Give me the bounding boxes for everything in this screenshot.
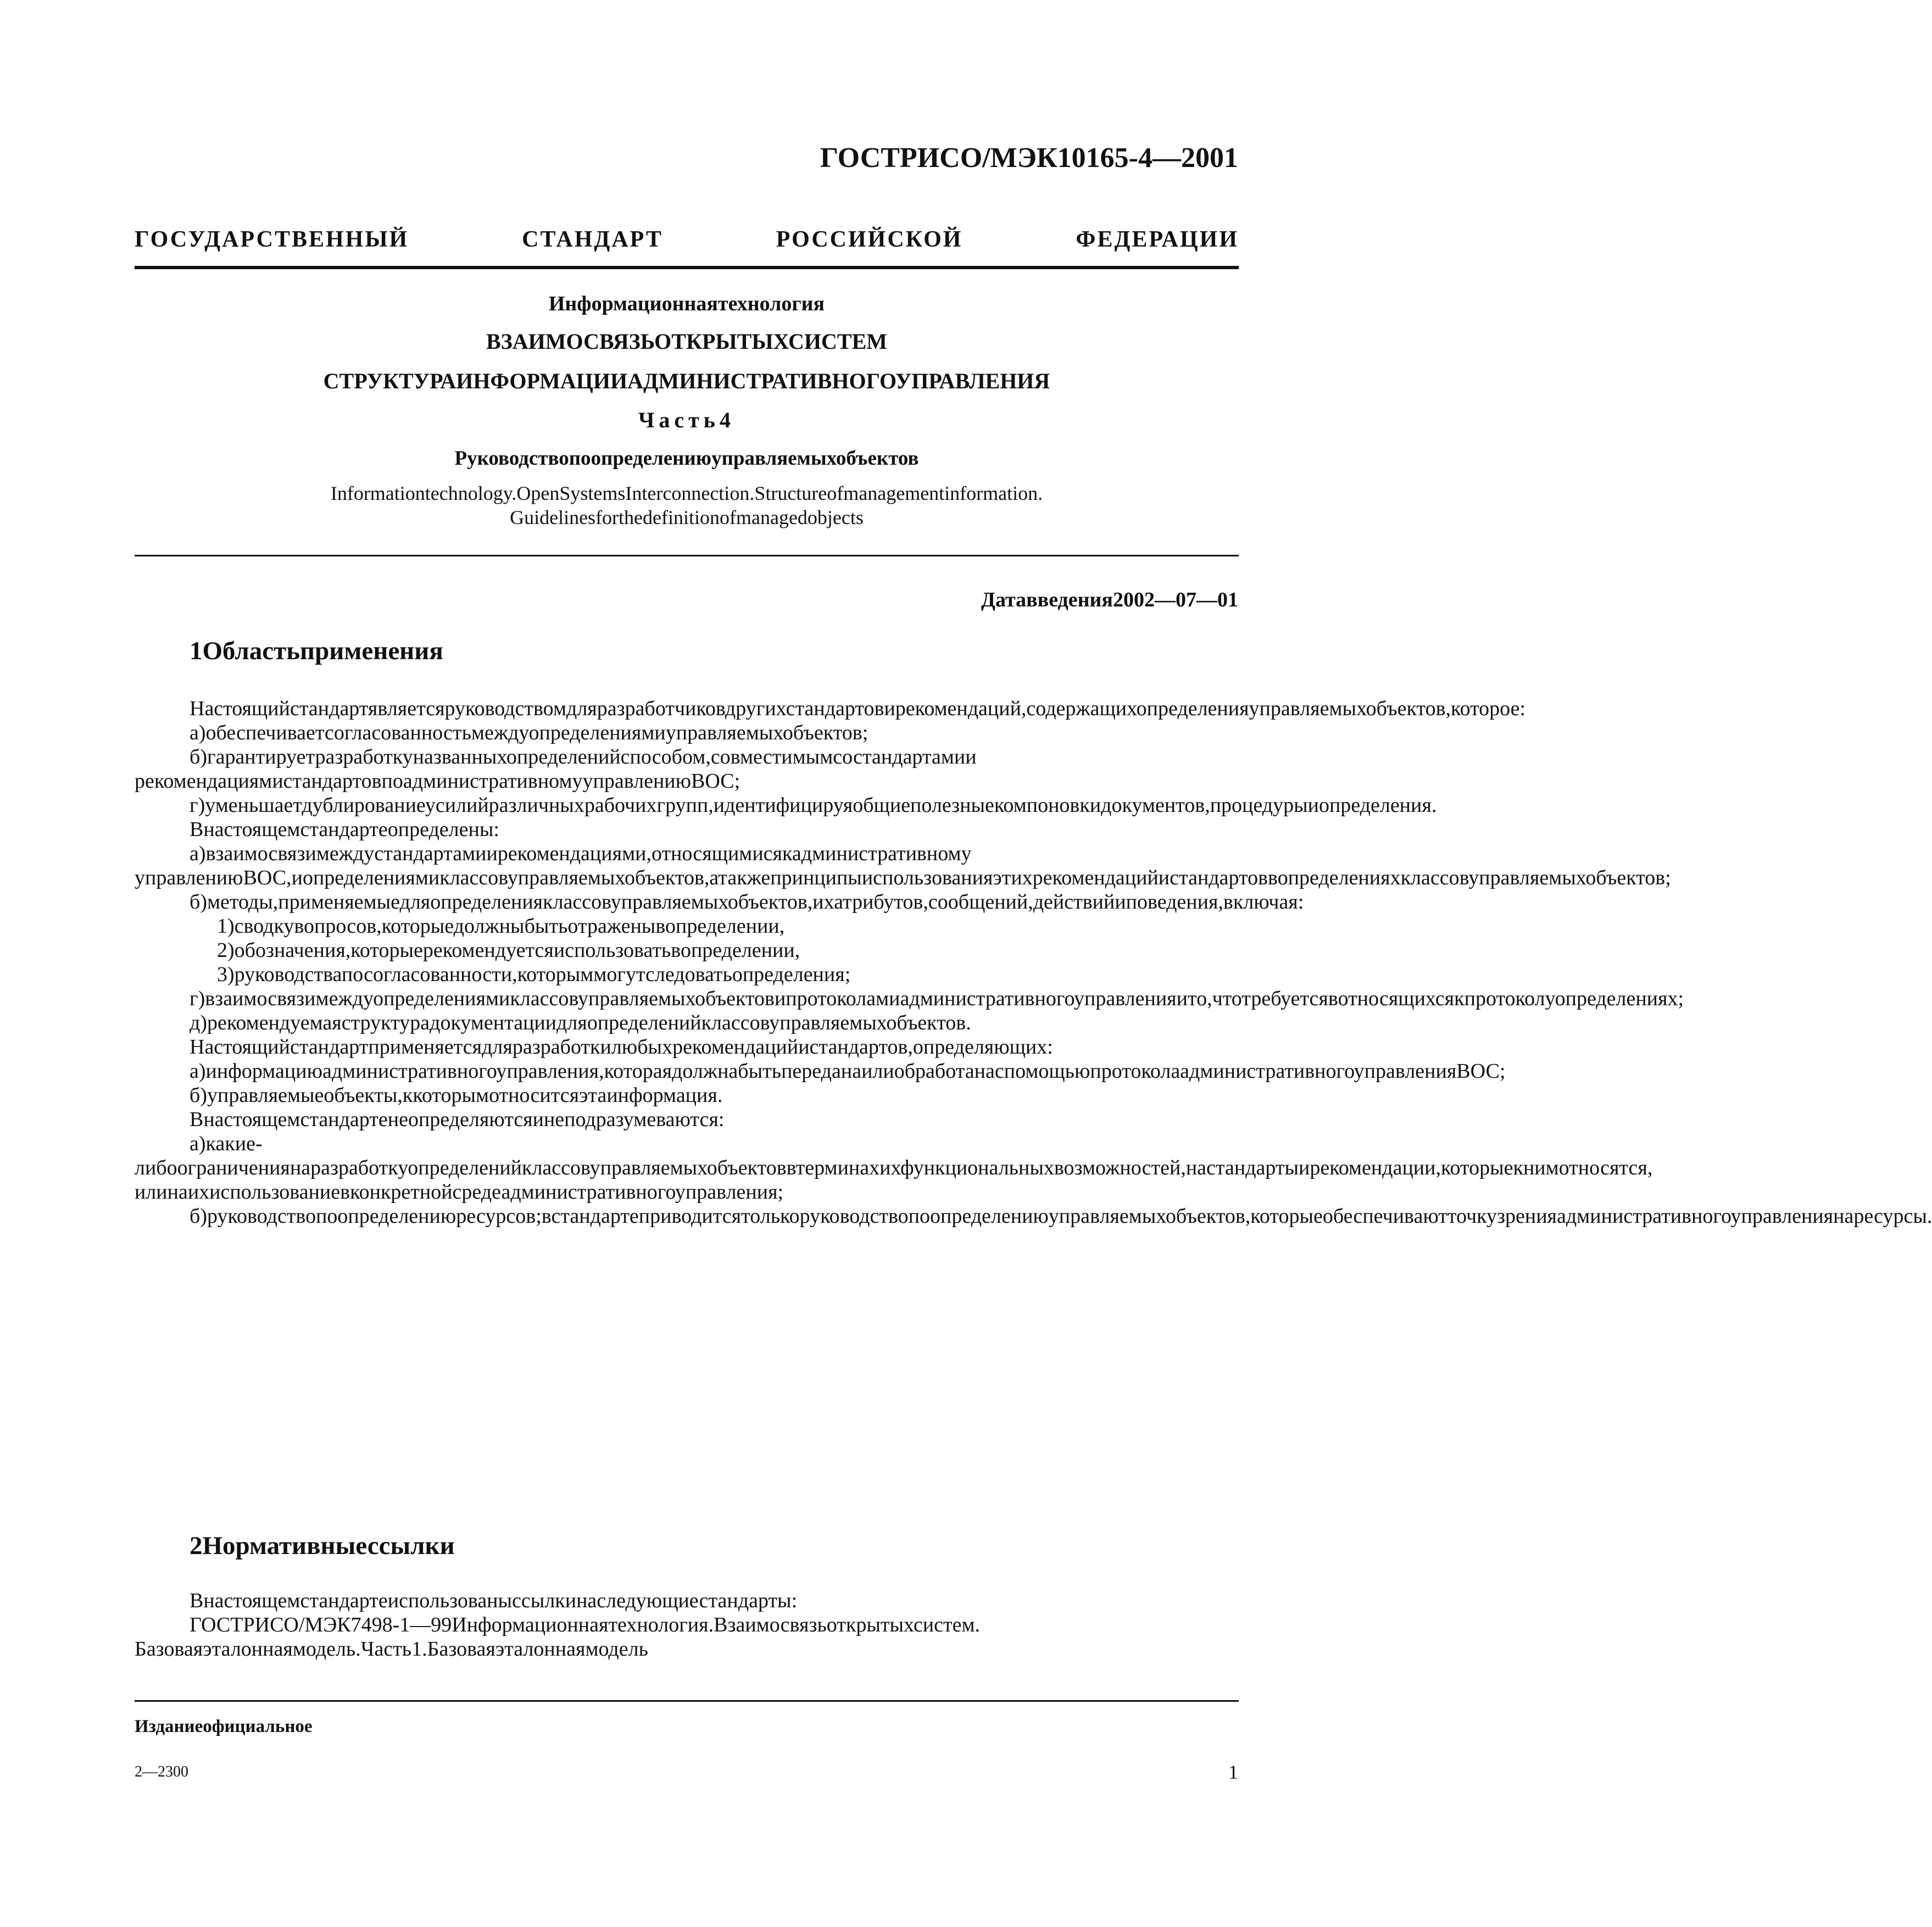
introduction-date: Датавведения2002—07—01	[981, 588, 1238, 611]
title-english-line-1: Informationtechnology.OpenSystemsInterconnection.Structureofmanagementinformation.	[330, 482, 1043, 504]
section-1-body	[135, 697, 1932, 1228]
list-item: б)управляемыеобъекты,ккоторымотноситсяэтаинформация.	[190, 1084, 723, 1107]
sub-list-item: 2)обозначения,которыерекомендуетсяиспользоватьвопределении,	[217, 939, 800, 962]
edition-label: Изданиеофициальное	[135, 1717, 313, 1736]
title-block	[135, 286, 1239, 530]
paragraph: Внастоящемстандартеопределены:	[190, 818, 499, 841]
list-item: а)взаимосвязимеждустандартамиирекомендациями,относящимисякадминистративному управлениюВОС,иопределениямиклассовуправляемыхобъектов,атакжепринципыиспользованияэтихрекомендацийистандартоввопределенияхклассовуправляемыхобъектов;	[135, 842, 1671, 889]
list-item: б)руководствопоопределениюресурсов;встандартеприводитсятолькоруководствопоопределениюуправляемыхобъектов,которыеобеспечиваютточкузренияадминистративногоуправлениянаресурсы.	[190, 1205, 1932, 1228]
list-item: д)рекомендуемаяструктурадокументациидляопределенийклассовуправляемыхобъектов.	[190, 1011, 971, 1034]
list-item: а)какие-либоограничениянаразработкуопределенийклассовуправляемыхобъектоввтерминахихфункциональныхвозможностей,настандартыирекомендации,которыекнимотносятся, илинаихиспользованиевконкретнойсредеадминистративногоуправления;	[135, 1132, 1653, 1204]
title-main-line-1: ВЗАИМОСВЯЗЬОТКРЫТЫХСИСТЕМ	[486, 329, 887, 354]
header-rule	[135, 266, 1239, 269]
title-subtitle: Руководствопоопределениюуправляемыхобъектов	[454, 447, 919, 470]
title-english-line-2: Guidelinesforthedefinitionofmanagedobjects	[510, 506, 864, 528]
paragraph: Настоящийстандартявляетсяруководствомдляразработчиковдругихстандартовирекомендаций,содержащихопределенияуправляемыхобъектов,которое:	[190, 697, 1526, 720]
list-item: б)гарантируетразработкуназванныхопределенийспособом,совместимымсостандартамии рекомендациямистандартовпоадминистративномууправлениюВОС;	[135, 745, 977, 793]
section-2-body	[135, 1589, 1239, 1661]
list-item: б)методы,применяемыедляопределенияклассовуправляемыхобъектов,ихатрибутов,сообщений,действийиповедения,включая:	[190, 890, 1304, 914]
paragraph: Настоящийстандартприменяетсядляразработкилюбыхрекомендацийистандартов,определяющих:	[190, 1035, 1053, 1059]
sub-list-item: 3)руководствапосогласованности,которыммогутследоватьопределения;	[217, 963, 851, 986]
print-code: 2—2300	[135, 1763, 188, 1780]
section-2-heading: 2Нормативныессылки	[190, 1531, 455, 1560]
list-item: г)взаимосвязимеждуопределениямиклассовуправляемыхобъектовипротоколамиадминистративногоуправленияито,чтотребуетсявотносящихсякпротоколуопределениях;	[190, 987, 1684, 1010]
title-main-line-2: СТРУКТУРАИНФОРМАЦИИАДМИНИСТРАТИВНОГОУПРАВЛЕНИЯ	[323, 369, 1050, 393]
title-part: Часть4	[638, 408, 735, 432]
list-item: а)обеспечиваетсогласованностьмеждуопределениямиуправляемыхобъектов;	[190, 721, 868, 744]
reference-item: ГОСТРИСО/МЭК7498-1—99Информационнаятехнология.Взаимосвязьоткрытыхсистем. Базоваяэталоннаямодель.Часть1.Базоваяэталоннаямодель	[135, 1613, 981, 1661]
state-standard-heading: ГОСУДАРСТВЕННЫЙ СТАНДАРТ РОССИЙСКОЙ ФЕДЕРАЦИИ	[135, 227, 1239, 252]
paragraph: Внастоящемстандартенеопределяютсяинеподразумеваются:	[190, 1108, 725, 1131]
list-item: г)уменьшаетдублированиеусилийразличныхрабочихгрупп,идентифицируяобщиеполезныекомпоновкидокументов,процедурыиопределения.	[190, 794, 1437, 817]
page-number: 1	[1228, 1761, 1238, 1783]
list-item: а)информациюадминистративногоуправления,котораядолжнабытьпереданаилиобработанаспомощьюпротоколаадминистративногоуправленияВОС;	[190, 1060, 1506, 1083]
title-topic: Информационнаятехнология	[548, 292, 825, 315]
footer-rule	[135, 1700, 1239, 1702]
sub-list-item: 1)сводкувопросов,которыедолжныбытьотраженывопределении,	[217, 915, 785, 938]
title-rule	[135, 555, 1239, 556]
paragraph: Внастоящемстандартеиспользованыссылкинаследующиестандарты:	[190, 1589, 798, 1612]
document-code: ГОСТРИСО/МЭК10165-4—2001	[820, 142, 1238, 174]
section-1-heading: 1Областьприменения	[190, 637, 443, 665]
